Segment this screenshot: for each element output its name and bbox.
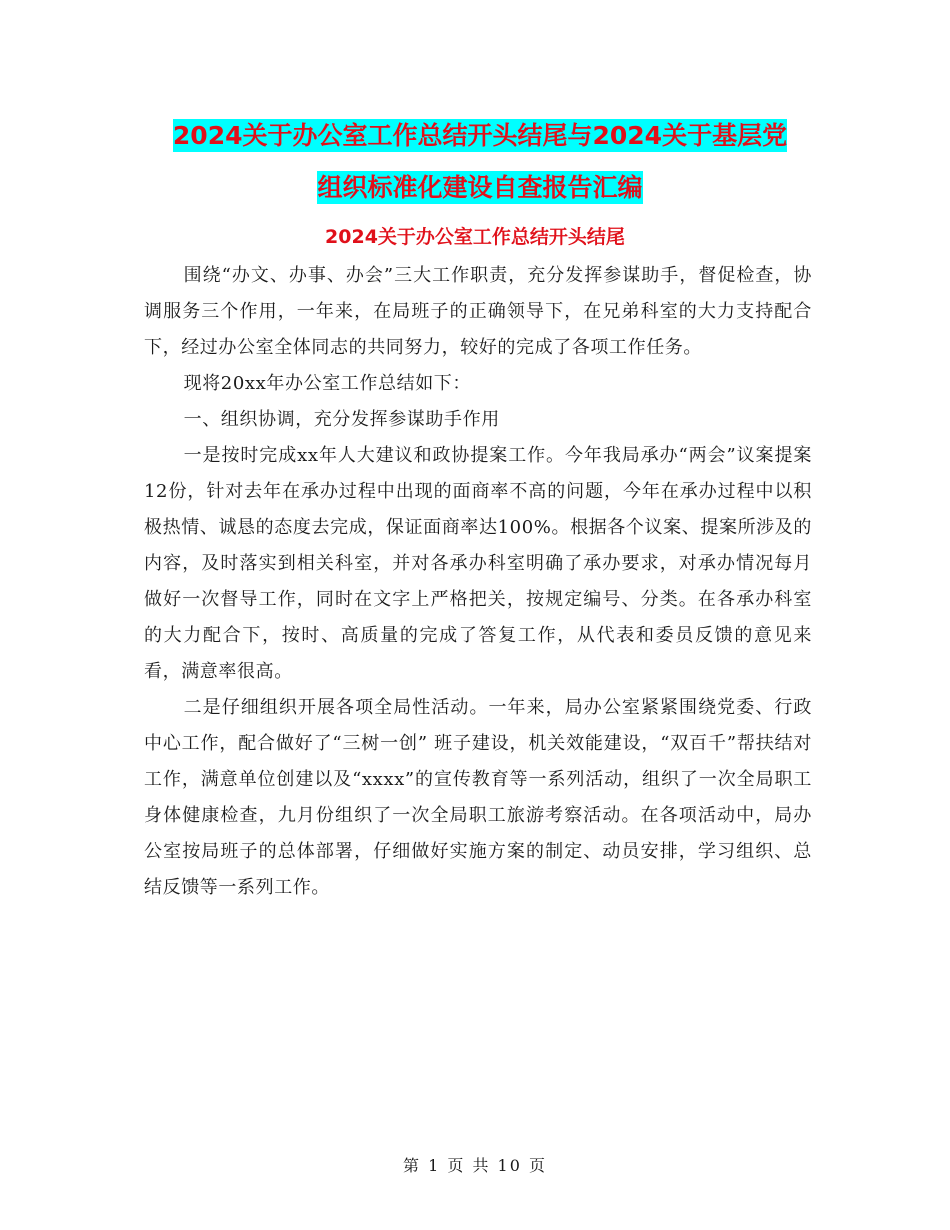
paragraph-summary-lead: 现将20xx年办公室工作总结如下：	[183, 373, 471, 394]
paragraph-heading-1: 一、组织协调，充分发挥参谋助手作用	[183, 409, 500, 430]
document-body	[144, 258, 812, 906]
document-title-line-2: 组织标准化建设自查报告汇编	[317, 173, 643, 202]
document-title-line-1: 2024关于办公室工作总结开头结尾与2024关于基层党	[172, 121, 788, 150]
paragraph-item-1: 一是按时完成xx年人大建议和政协提案工作。今年我局承办“两会”议案提案12份，针对去年在承办过程中出现的面商率不高的问题，今年在承办过程中以积极热情、诚恳的态度去完成，保证面商率达100%。根据各个议案、提案所涉及的内容，及时落实到相关科室，并对各承办科室明确了承办要求，对承办情况每月做好一次督导工作，同时在文字上严格把关，按规定编号、分类。在各承办科室的大力配合下，按时、高质量的完成了答复工作，从代表和委员反馈的意见来看，满意率很高。	[144, 445, 812, 682]
page-footer: 第 1 页 共 10 页	[403, 1156, 547, 1175]
paragraph-intro: 围绕“办文、办事、办会”三大工作职责，充分发挥参谋助手，督促检查，协调服务三个作用，一年来，在局班子的正确领导下，在兄弟科室的大力支持配合下，经过办公室全体同志的共同努力，较好的完成了各项工作任务。	[144, 265, 812, 358]
paragraph-item-2: 二是仔细组织开展各项全局性活动。一年来，局办公室紧紧围绕党委、行政中心工作，配合做好了“三树一创” 班子建设，机关效能建设，“双百千”帮扶结对工作，满意单位创建以及“xxxx”的宣传教育等一系列活动，组织了一次全局职工身体健康检查，九月份组织了一次全局职工旅游考察活动。在各项活动中，局办公室按局班子的总体部署，仔细做好实施方案的制定、动员安排，学习组织、总结反馈等一系列工作。	[144, 697, 812, 898]
section-title: 2024关于办公室工作总结开头结尾	[325, 226, 625, 248]
document-title	[140, 110, 820, 214]
